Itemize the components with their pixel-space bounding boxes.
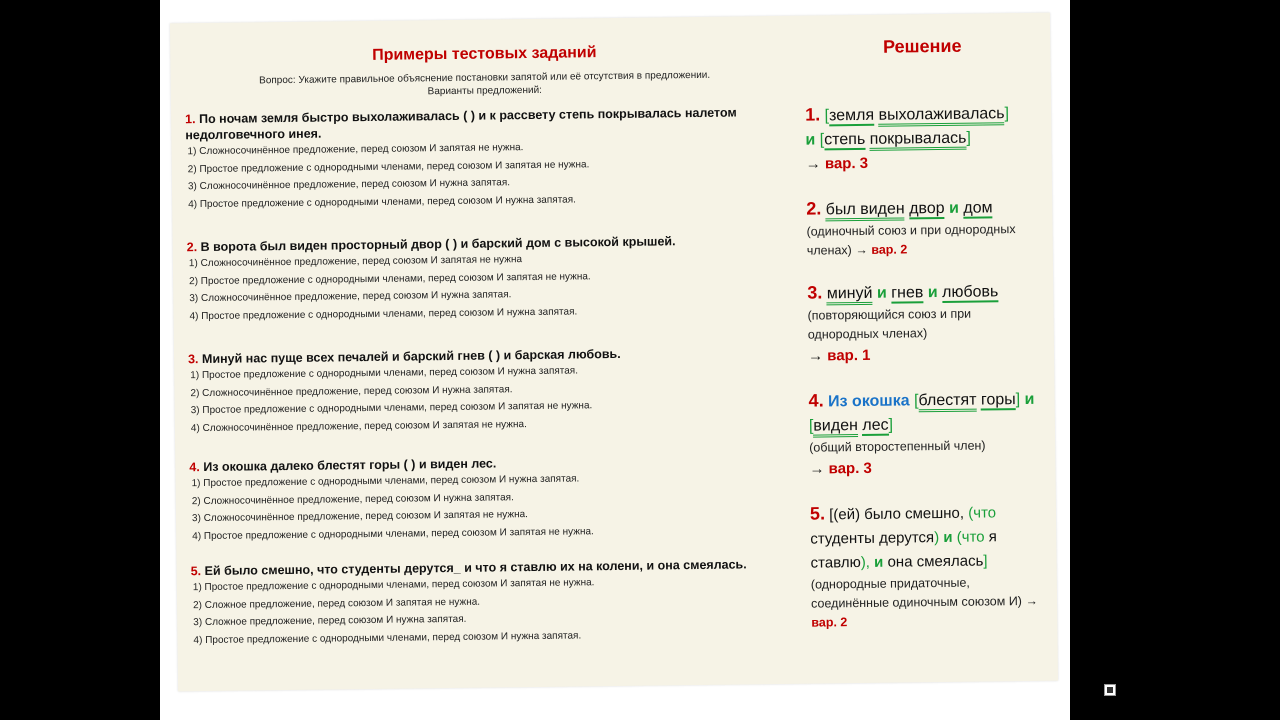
option: 4) Простое предложение с однородными членами, перед союзом И нужна запятая. [189, 305, 578, 322]
solution-note: (общий второстепенный член) [809, 438, 986, 455]
option: 2) Сложносочинённое предложение, перед союзом И нужна запятая. [190, 383, 513, 399]
solution-number: 1. [804, 104, 821, 125]
question-text: Вопрос: Укажите правильное объяснение постановки запятой или её отсутствия в предложении. [259, 69, 711, 87]
task-4 [189, 452, 790, 545]
task-sentence: По ночам земля быстро выхолаживалась ( ) и к рассвету степь покрывалась налетом недолговечного инея. [185, 105, 737, 143]
solution-note: (одиночный союз и при однородных членах) [806, 222, 1016, 258]
option: 3) Сложносочинённое предложение, перед союзом И нужна запятая. [189, 289, 512, 305]
task-1 [185, 104, 786, 213]
solutions-panel [804, 35, 1047, 653]
subject: любовь [941, 283, 999, 301]
subordinate-clause: я [988, 528, 997, 546]
solution-note: (повторяющийся союз и при однородных членах) [807, 306, 972, 342]
subject: двор [909, 199, 945, 218]
solutions-title: Решение [882, 35, 962, 57]
bracket: ] [1015, 391, 1021, 409]
option: 4) Сложносочинённое предложение, перед союзом И запятая не нужна. [190, 418, 527, 434]
subject: земля [828, 106, 875, 125]
solution-5 [810, 499, 1048, 633]
answer-variant: вар. 3 [828, 459, 872, 478]
option: 4) Простое предложение с однородными членами, перед союзом И нужна запятая. [193, 629, 582, 646]
predicate: выхолаживалась [878, 105, 1004, 127]
predicate: был виден [826, 200, 905, 221]
variants-label: Варианты предложений: [427, 84, 543, 98]
option: 3) Сложносочинённое предложение, перед союзом И запятая не нужна. [191, 509, 528, 525]
predicate: блестят [918, 392, 976, 413]
bracket: [ [913, 392, 919, 410]
option: 3) Сложное предложение, перед союзом И нужна запятая. [193, 613, 467, 629]
option: 4) Простое предложение с однородными членами, перед союзом И запятая не нужна. [192, 525, 594, 542]
task-number: 2. [186, 240, 198, 255]
option: 1) Сложносочинённое предложение, перед союзом И запятая не нужна. [187, 142, 524, 158]
slide [160, 0, 1070, 720]
solution-4 [808, 386, 1045, 482]
bracket: ] [966, 129, 971, 147]
option: 1) Сложносочинённое предложение, перед союзом И запятая не нужна [188, 254, 523, 270]
solution-2 [806, 194, 1043, 261]
player-control-icon[interactable] [1104, 684, 1116, 696]
conjunction: и [805, 131, 816, 149]
shared-modifier: Из [827, 393, 848, 411]
bracket: ] [888, 416, 894, 434]
arrow-icon: → [809, 460, 825, 478]
task-number: 5. [190, 564, 202, 579]
subject: степь [824, 130, 866, 149]
option: 3) Сложносочинённое предложение, перед союзом И нужна запятая. [187, 177, 511, 193]
option: 2) Сложное предложение, перед союзом И запятая не нужна. [192, 596, 481, 611]
shared-modifier: окошка [851, 392, 910, 411]
subordinate-clause: ставлю [810, 554, 861, 572]
predicate: виден [813, 417, 858, 438]
task-sentence: Минуй нас пуще всех печалей и барский гнев ( ) и барская любовь. [201, 346, 621, 367]
predicate: покрывалась [870, 130, 967, 151]
solution-number: 4. [808, 390, 824, 411]
bracket: ] [983, 552, 988, 570]
conjunction: и [874, 553, 884, 571]
arrow-icon: → [805, 155, 821, 173]
answer-variant: вар. 1 [827, 346, 871, 365]
solution-number: 5. [809, 503, 826, 524]
task-sentence: В ворота был виден просторный двор ( ) и барский дом с высокой крышей. [200, 234, 676, 255]
subject: горы [980, 391, 1016, 409]
option: 1) Простое предложение с однородными членами, перед союзом И запятая не нужна. [192, 577, 595, 594]
solution-number: 2. [806, 198, 822, 219]
option: 2) Простое предложение с однородными членами, перед союзом И запятая не нужна. [187, 158, 590, 175]
arrow-icon: → [855, 242, 868, 258]
conjunction: и [943, 528, 953, 546]
solution-1 [805, 100, 1042, 177]
arrow-icon: → [807, 347, 824, 365]
option: 1) Простое предложение с однородными членами, перед союзом И нужна запятая. [190, 365, 579, 382]
task-2 [187, 232, 788, 325]
answer-variant: вар. 3 [824, 154, 869, 173]
option: 4) Простое предложение с однородными членами, перед союзом И нужна запятая. [188, 193, 576, 210]
bracket: [ [824, 107, 830, 125]
option: 2) Простое предложение с однородными членами, перед союзом И запятая не нужна. [189, 270, 591, 287]
conjunction: и [1024, 390, 1035, 408]
solution-3 [807, 278, 1044, 369]
examples-panel [184, 42, 791, 649]
task-sentence: Ей было смешно, что студенты дерутся_ и что я ставлю их на колени, и она смеялась. [204, 557, 747, 579]
conjunction: и [948, 199, 959, 217]
main-clause: она смеялась [887, 552, 984, 571]
clause-bracket: ), [860, 553, 871, 572]
option: 2) Сложносочинённое предложение, перед союзом И нужна запятая. [191, 491, 514, 507]
option: 3) Простое предложение с однородными членами, перед союзом И запятая не нужна. [190, 400, 593, 417]
conjunction: и [927, 284, 938, 302]
solution-note: (однородные придаточные, соединённые одиночным союзом И) [810, 575, 1023, 611]
subject: гнев [891, 284, 924, 302]
clause-bracket: ) [934, 529, 940, 547]
task-sentence: Из окошка далеко блестят горы ( ) и виден лес. [203, 456, 497, 475]
subject: дом [963, 199, 993, 217]
bracket: [ [819, 131, 825, 149]
subordinate-clause: студенты дерутся [810, 529, 935, 548]
predicate: минуй [827, 285, 873, 306]
task-3 [188, 344, 789, 437]
arrow-icon: → [1025, 593, 1038, 608]
answer-variant: вар. 2 [871, 242, 908, 257]
solution-number: 3. [807, 282, 823, 303]
bracket: [ [808, 417, 814, 435]
task-number: 3. [187, 352, 199, 367]
task-5 [191, 556, 792, 649]
clause-bracket: (что [956, 528, 985, 546]
conjunction: и [876, 284, 887, 302]
task-number: 4. [189, 460, 200, 475]
main-clause: [(ей) было смешно, [829, 504, 965, 524]
worksheet [170, 13, 1058, 692]
option: 1) Простое предложение с однородными членами, перед союзом И нужна запятая. [191, 473, 580, 490]
task-number: 1. [185, 112, 196, 127]
clause-bracket: (что [968, 504, 997, 522]
examples-title: Примеры тестовых заданий [372, 44, 597, 64]
bracket: ] [1004, 105, 1010, 123]
answer-variant: вар. 2 [811, 615, 848, 630]
subject: лес [862, 416, 889, 434]
